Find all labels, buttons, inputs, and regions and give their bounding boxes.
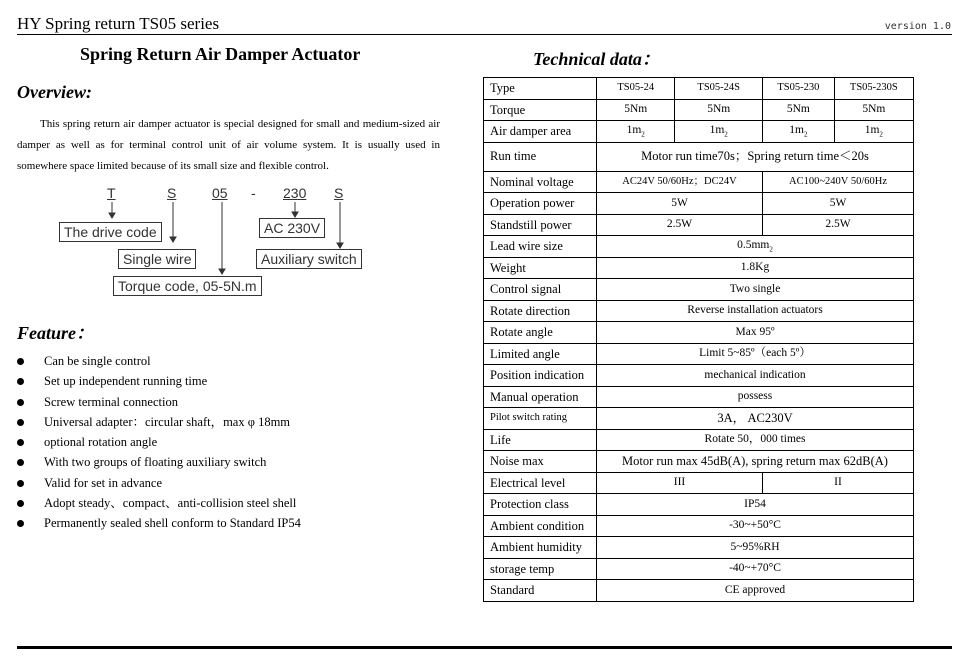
table-cell: TS05-24S <box>675 78 763 100</box>
overview-paragraph: This spring return air damper actuator is special designed for small and medium-sized air damper as well as for terminal control unit of air volume system. It is usually used in somewhere space limited because of its small size and flexible control. <box>17 118 440 172</box>
table-cell: CE approved <box>597 580 914 602</box>
code-part-05: 05 <box>212 185 228 201</box>
row-label: Pilot switch rating <box>484 408 597 430</box>
technical-data-table <box>483 77 914 602</box>
footer-divider <box>17 646 952 649</box>
table-cell: III <box>597 472 763 494</box>
arrow-230 <box>292 212 298 217</box>
table-cell: 5W <box>763 193 914 215</box>
table-row <box>484 78 914 100</box>
bullet-icon <box>17 378 24 385</box>
row-label: Position indication <box>484 365 597 387</box>
bullet-icon <box>17 358 24 365</box>
label-voltage: AC 230V <box>259 218 325 238</box>
table-cell: II <box>763 472 914 494</box>
table-cell: TS05-230S <box>834 78 913 100</box>
feature-item: With two groups of floating auxiliary switch <box>17 452 301 472</box>
series-title: HY Spring return TS05 series <box>17 14 220 33</box>
table-row <box>484 121 914 143</box>
table-row <box>484 343 914 365</box>
label-drive-code: The drive code <box>59 222 162 242</box>
row-label: Run time <box>484 142 597 171</box>
bullet-icon <box>17 399 24 406</box>
bullet-icon <box>17 520 24 527</box>
table-row <box>484 451 914 473</box>
table-row <box>484 99 914 121</box>
table-row <box>484 515 914 537</box>
overview-text <box>17 114 440 177</box>
table-cell: TS05-24 <box>597 78 675 100</box>
row-label: Ambient humidity <box>484 537 597 559</box>
table-cell: Limit 5~85º（each 5º） <box>597 343 914 365</box>
feature-item: Screw terminal connection <box>17 392 301 412</box>
table-row <box>484 300 914 322</box>
bullet-icon <box>17 500 24 507</box>
bullet-icon <box>17 480 24 487</box>
row-label: Standstill power <box>484 214 597 236</box>
arrow-05 <box>219 269 225 274</box>
row-label: Protection class <box>484 494 597 516</box>
table-cell: Motor run time70s；Spring return time＜20s <box>597 142 914 171</box>
code-part-s-aux: S <box>334 185 344 201</box>
row-label: Limited angle <box>484 343 597 365</box>
table-cell: AC24V 50/60Hz；DC24V <box>597 171 763 193</box>
table-row <box>484 193 914 215</box>
code-part-s: S <box>167 185 177 201</box>
row-label: Type <box>484 78 597 100</box>
code-part-230: 230 <box>283 185 307 201</box>
table-cell: 5Nm <box>834 99 913 121</box>
label-single-wire: Single wire <box>118 249 196 269</box>
table-row <box>484 365 914 387</box>
table-cell: Max 95º <box>597 322 914 344</box>
table-cell: $0.5mm_2$ <box>597 236 914 258</box>
table-row <box>484 142 914 171</box>
arrow-s1 <box>170 237 176 242</box>
version-label: version 1.0 <box>884 21 951 32</box>
table-row <box>484 257 914 279</box>
row-label: storage temp <box>484 558 597 580</box>
header-divider <box>17 34 952 35</box>
table-cell: 2.5W <box>597 214 763 236</box>
document-title: Spring Return Air Damper Actuator <box>80 44 361 64</box>
table-row <box>484 322 914 344</box>
table-cell: -30~+50°C <box>597 515 914 537</box>
bullet-icon <box>17 459 24 466</box>
row-label: Manual operation <box>484 386 597 408</box>
feature-item: Can be single control <box>17 351 301 371</box>
bullet-icon <box>17 419 24 426</box>
table-cell: 3A， AC230V <box>597 408 914 430</box>
table-cell: $1m_2$ <box>597 121 675 143</box>
row-label: Electrical level <box>484 472 597 494</box>
table-row <box>484 386 914 408</box>
code-part-t: T <box>107 185 116 201</box>
row-label: Control signal <box>484 279 597 301</box>
table-row <box>484 494 914 516</box>
arrow-s2 <box>337 243 343 248</box>
row-label: Nominal voltage <box>484 171 597 193</box>
table-cell: Reverse installation actuators <box>597 300 914 322</box>
table-cell: IP54 <box>597 494 914 516</box>
table-row <box>484 171 914 193</box>
table-row <box>484 537 914 559</box>
arrow-t <box>109 213 115 218</box>
row-label: Rotate angle <box>484 322 597 344</box>
table-row <box>484 429 914 451</box>
row-label: Ambient condition <box>484 515 597 537</box>
table-cell: possess <box>597 386 914 408</box>
bullet-icon <box>17 439 24 446</box>
row-label: Rotate direction <box>484 300 597 322</box>
table-row <box>484 558 914 580</box>
feature-heading: Feature： <box>17 323 95 343</box>
table-cell: $1m_2$ <box>675 121 763 143</box>
table-cell: Two single <box>597 279 914 301</box>
label-torque-code: Torque code, 05-5N.m <box>113 276 262 296</box>
feature-item: Permanently sealed shell conform to Standard IP54 <box>17 513 301 533</box>
code-part-dash: - <box>251 185 256 201</box>
row-label: Lead wire size <box>484 236 597 258</box>
feature-item: Universal adapter：circular shaft，max φ 18mm <box>17 412 301 432</box>
row-label: Weight <box>484 257 597 279</box>
table-cell: $1m_2$ <box>763 121 835 143</box>
row-label: Life <box>484 429 597 451</box>
feature-item: optional rotation angle <box>17 432 301 452</box>
table-cell: AC100~240V 50/60Hz <box>763 171 914 193</box>
table-cell: -40~+70°C <box>597 558 914 580</box>
table-row <box>484 236 914 258</box>
label-aux-switch: Auxiliary switch <box>256 249 362 269</box>
row-label: Air damper area <box>484 121 597 143</box>
feature-list <box>17 351 301 534</box>
row-label: Torque <box>484 99 597 121</box>
overview-heading: Overview: <box>17 82 92 102</box>
table-cell: $1m_2$ <box>834 121 913 143</box>
table-row <box>484 580 914 602</box>
table-cell: TS05-230 <box>763 78 835 100</box>
table-cell: 1.8Kg <box>597 257 914 279</box>
table-row <box>484 214 914 236</box>
model-code-diagram <box>0 180 480 310</box>
technical-data-heading: Technical data： <box>533 49 660 69</box>
table-row <box>484 408 914 430</box>
row-label: Operation power <box>484 193 597 215</box>
table-cell: 5Nm <box>763 99 835 121</box>
feature-item: Set up independent running time <box>17 371 301 391</box>
table-cell: Rotate 50，000 times <box>597 429 914 451</box>
table-cell: 5Nm <box>675 99 763 121</box>
row-label: Noise max <box>484 451 597 473</box>
table-cell: 5Nm <box>597 99 675 121</box>
table-cell: 5~95%RH <box>597 537 914 559</box>
table-row <box>484 279 914 301</box>
table-cell: Motor run max 45dB(A), spring return max 62dB(A) <box>597 451 914 473</box>
feature-item: Valid for set in advance <box>17 473 301 493</box>
table-cell: 5W <box>597 193 763 215</box>
table-cell: 2.5W <box>763 214 914 236</box>
row-label: Standard <box>484 580 597 602</box>
table-row <box>484 472 914 494</box>
table-cell: mechanical indication <box>597 365 914 387</box>
feature-item: Adopt steady、compact、anti-collision steel shell <box>17 493 301 513</box>
